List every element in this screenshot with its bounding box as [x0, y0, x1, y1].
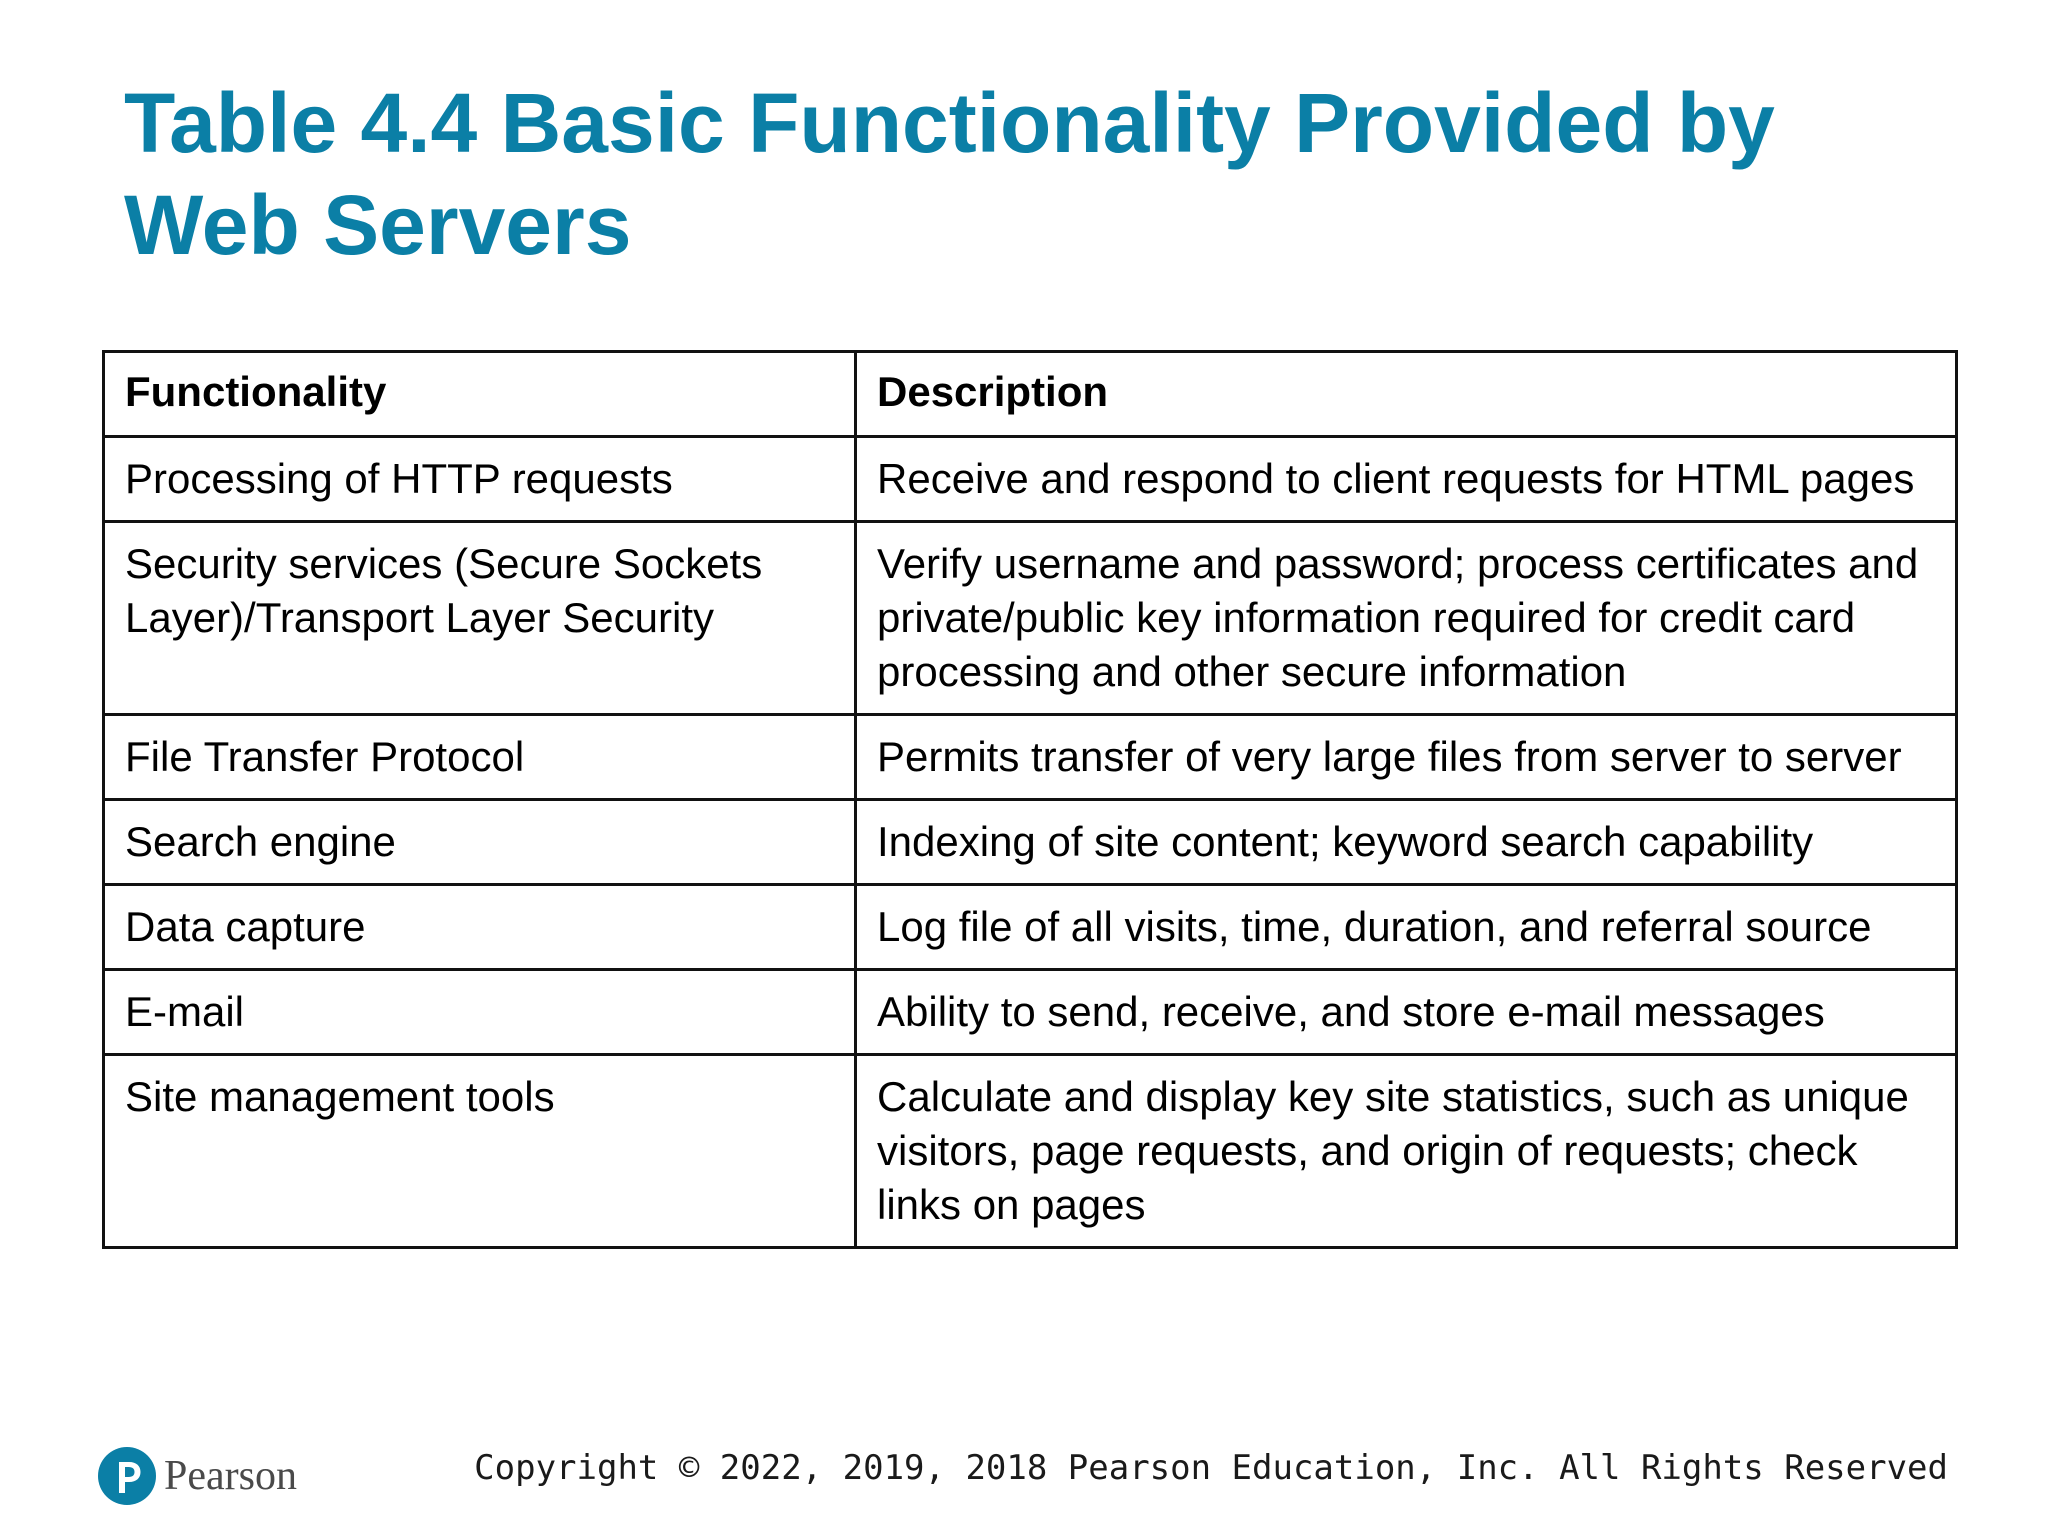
- description-cell: Ability to send, receive, and store e-mail messages: [856, 970, 1957, 1055]
- page-title: [124, 72, 1924, 276]
- functionality-cell: Security services (Secure Sockets Layer)/Transport Layer Security: [104, 522, 856, 715]
- logo-wordmark: Pearson: [164, 1453, 297, 1499]
- description-cell: Permits transfer of very large files from server to server: [856, 715, 1957, 800]
- description-cell: Verify username and password; process certificates and private/public key information required for credit card processing and other secure information: [856, 522, 1957, 715]
- table-row: [104, 800, 1957, 885]
- functionality-cell: Data capture: [104, 885, 856, 970]
- table-header-row: [104, 352, 1957, 437]
- pearson-p-logo-icon: [98, 1447, 156, 1505]
- header-functionality: Functionality: [104, 352, 856, 437]
- functionality-cell: Processing of HTTP requests: [104, 437, 856, 522]
- functionality-table-container: [102, 350, 1955, 1249]
- pearson-logo: [98, 1447, 297, 1505]
- description-cell: Log file of all visits, time, duration, and referral source: [856, 885, 1957, 970]
- description-cell: Indexing of site content; keyword search capability: [856, 800, 1957, 885]
- table-row: [104, 522, 1957, 715]
- description-cell: Calculate and display key site statistics, such as unique visitors, page requests, and origin of requests; check links on pages: [856, 1055, 1957, 1248]
- functionality-cell: File Transfer Protocol: [104, 715, 856, 800]
- table-row: [104, 437, 1957, 522]
- functionality-cell: Search engine: [104, 800, 856, 885]
- table-row: [104, 885, 1957, 970]
- functionality-table: [102, 350, 1958, 1249]
- copyright-notice: Copyright © 2022, 2019, 2018 Pearson Education, Inc. All Rights Reserved: [474, 1448, 1948, 1488]
- table-row: [104, 970, 1957, 1055]
- functionality-cell: Site management tools: [104, 1055, 856, 1248]
- table-row: [104, 1055, 1957, 1248]
- title-line-1: Table 4.4 Basic Functionality Provided by: [124, 76, 1775, 170]
- description-cell: Receive and respond to client requests for HTML pages: [856, 437, 1957, 522]
- functionality-cell: E-mail: [104, 970, 856, 1055]
- table-row: [104, 715, 1957, 800]
- header-description: Description: [856, 352, 1957, 437]
- title-line-2: Web Servers: [124, 178, 632, 272]
